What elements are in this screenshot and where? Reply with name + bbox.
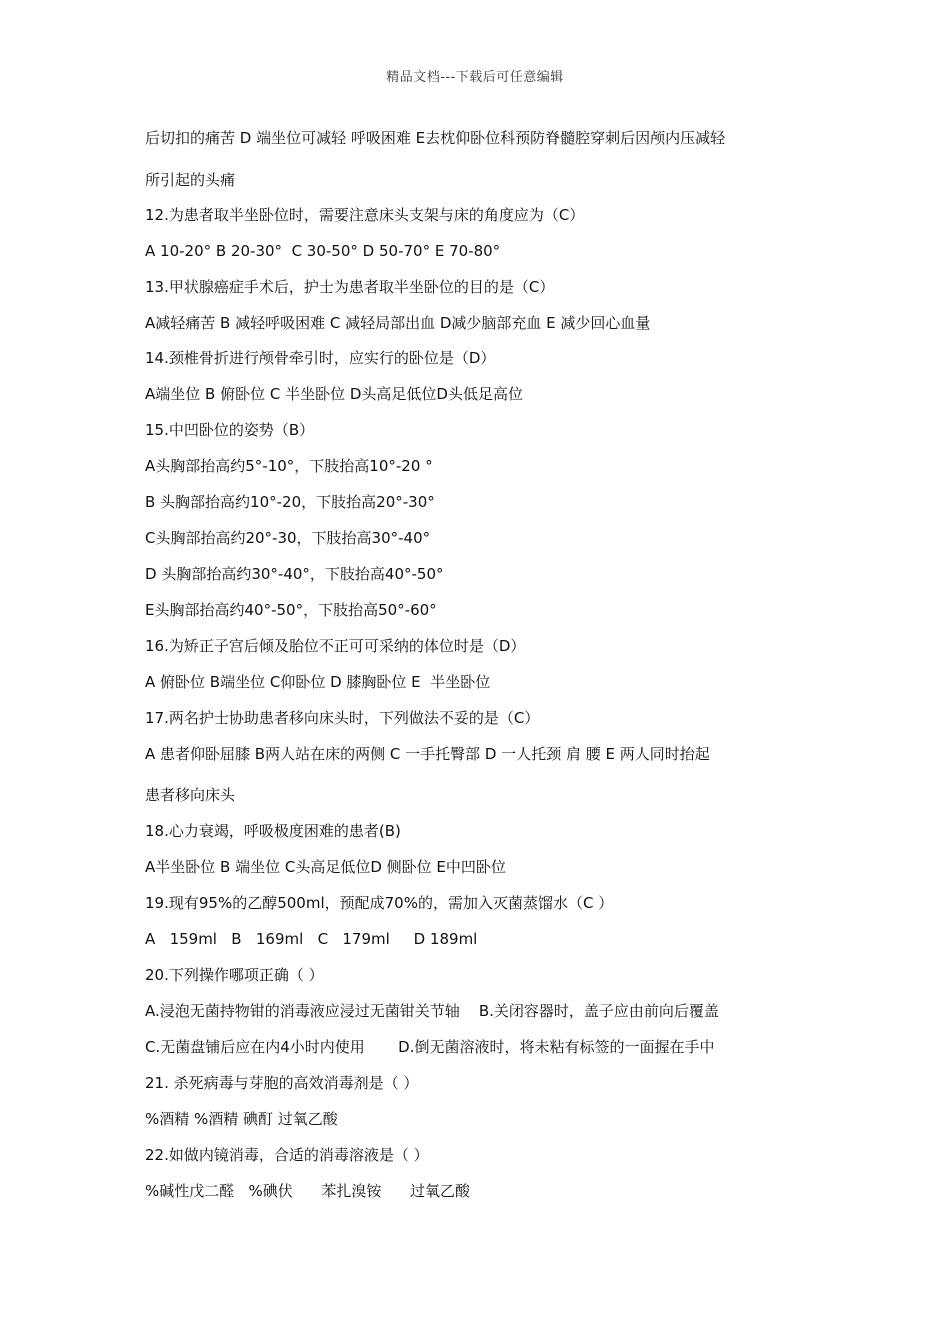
options-line: C.无菌盘铺后应在内4小时内使用 D.倒无菌溶液时，将未粘有标签的一面握在手中	[145, 1038, 715, 1056]
options-line: A头胸部抬高约5°-10°，下肢抬高10°-20 °	[145, 457, 433, 475]
options-line: A 患者仰卧屈膝 B两人站在床的两侧 C 一手托臀部 D 一人托颈 肩 腰 E 两人同时抬起	[145, 745, 710, 763]
options-line: D 头胸部抬高约30°-40°，下肢抬高40°-50°	[145, 565, 444, 583]
question-line: 19.现有95%的乙醇500ml，预配成70%的，需加入灭菌蒸馏水（C ）	[145, 894, 614, 912]
text-line: 后切扣的痛苦 D 端坐位可减轻 呼吸困难 E去枕仰卧位科预防脊髓腔穿刺后因颅内压减轻	[145, 129, 726, 147]
options-line: A端坐位 B 俯卧位 C 半坐卧位 D头高足低位D头低足高位	[145, 385, 523, 403]
options-line: %酒精 %酒精 碘酊 过氧乙酸	[145, 1110, 338, 1128]
options-line: A.浸泡无菌持物钳的消毒液应浸过无菌钳关节轴 B.关闭容器时，盖子应由前向后覆盖	[145, 1002, 719, 1020]
options-line: C头胸部抬高约20°-30，下肢抬高30°-40°	[145, 529, 431, 547]
question-line: 15.中凹卧位的姿势（B）	[145, 421, 315, 439]
options-line: A 10-20° B 20-30° C 30-50° D 50-70° E 70-80°	[145, 242, 501, 260]
options-line: B 头胸部抬高约10°-20，下肢抬高20°-30°	[145, 493, 435, 511]
options-line: A减轻痛苦 B 减轻呼吸困难 C 减轻局部出血 D减少脑部充血 E 减少回心血量	[145, 314, 651, 332]
options-line: A 俯卧位 B端坐位 C仰卧位 D 膝胸卧位 E 半坐卧位	[145, 673, 491, 691]
question-line: 20.下列操作哪项正确（ ）	[145, 966, 324, 984]
question-line: 22.如做内镜消毒，合适的消毒溶液是（ ）	[145, 1146, 429, 1164]
options-line: A半坐卧位 B 端坐位 C头高足低位D 侧卧位 E中凹卧位	[145, 858, 506, 876]
question-line: 18.心力衰竭，呼吸极度困难的患者(B)	[145, 822, 401, 840]
question-line: 17.两名护士协助患者移向床头时，下列做法不妥的是（C）	[145, 709, 540, 727]
options-line: A 159ml B 169ml C 179ml D 189ml	[145, 930, 478, 948]
text-line: 所引起的头痛	[145, 171, 236, 189]
question-line: 16.为矫正子宫后倾及胎位不正可可采纳的体位时是（D）	[145, 637, 526, 655]
options-line: %碱性戊二醛 %碘伏 苯扎溴铵 过氧乙酸	[145, 1182, 471, 1200]
options-line: 患者移向床头	[145, 786, 236, 804]
page-header: 精品文档---下载后可任意编辑	[386, 70, 564, 85]
question-line: 21. 杀死病毒与芽胞的高效消毒剂是（ ）	[145, 1074, 419, 1092]
options-line: E头胸部抬高约40°-50°，下肢抬高50°-60°	[145, 601, 437, 619]
question-line: 14.颈椎骨折进行颅骨牵引时，应实行的卧位是（D）	[145, 349, 496, 367]
question-line: 13.甲状腺癌症手术后，护士为患者取半坐卧位的目的是（C）	[145, 278, 555, 296]
question-line: 12.为患者取半坐卧位时，需要注意床头支架与床的角度应为（C）	[145, 206, 585, 224]
